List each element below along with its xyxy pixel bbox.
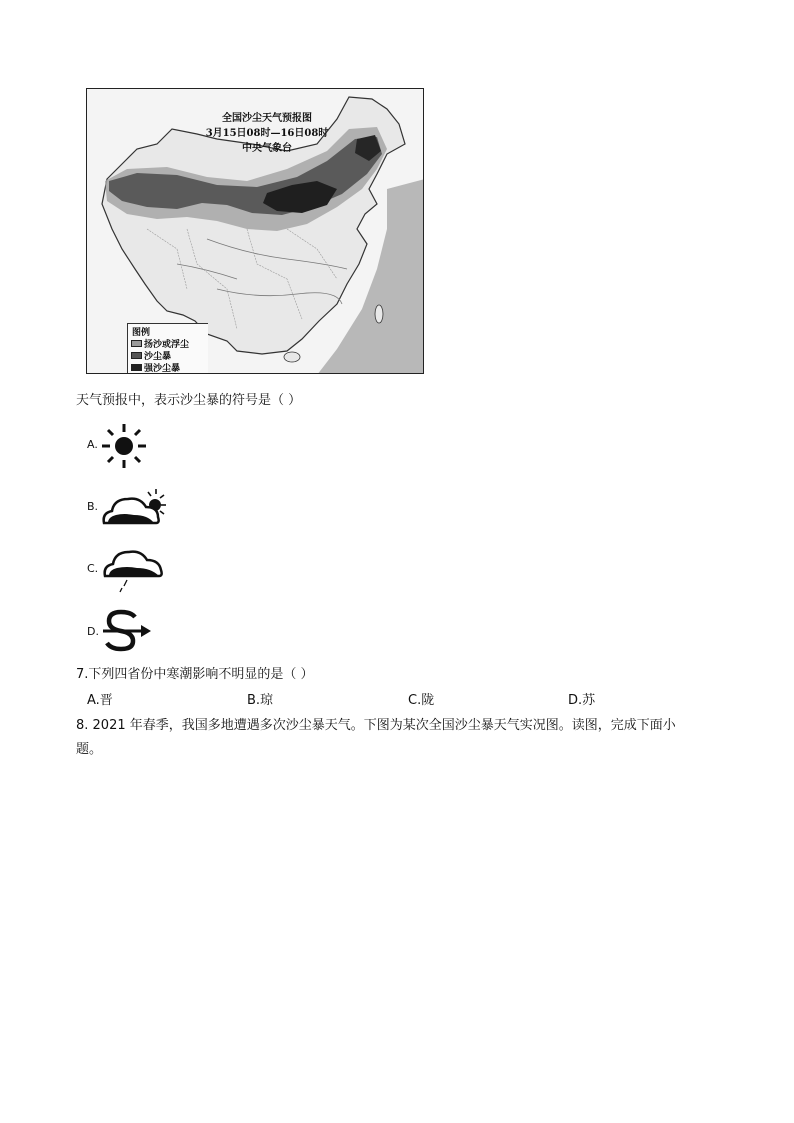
question-7-stem: 7.下列四省份中寒潮影响不明显的是（ ） [76, 667, 314, 682]
legend-label: 扬沙或浮尘 [144, 340, 190, 350]
option-b-label: B. [87, 500, 99, 513]
q7-choice-b[interactable]: B.琼 [247, 693, 274, 708]
dust-forecast-map [86, 88, 424, 374]
q7-choice-d[interactable]: D.苏 [568, 693, 596, 708]
taiwan-island [375, 305, 383, 323]
legend-item-strong-dust-storm [131, 361, 180, 374]
legend-title: 图例 [132, 328, 151, 338]
legend-label: 沙尘暴 [144, 352, 172, 362]
question-8-stem-line1: 8. 2021 年春季，我国多地遭遇多次沙尘暴天气。下图为某次全国沙尘暴天气实况图。读图，完成下面小 [76, 718, 676, 733]
cloudy-rain-icon [101, 546, 165, 594]
legend-swatch [131, 364, 142, 371]
sunny-icon [101, 423, 147, 469]
partly-cloudy-icon [100, 487, 170, 527]
q7-choice-a[interactable]: A.晋 [87, 693, 113, 708]
legend-swatch [131, 352, 142, 359]
option-a-label: A. [87, 438, 98, 451]
map-title-line3: 中央气象台 [242, 143, 292, 154]
map-legend [127, 323, 208, 374]
q7-choice-c[interactable]: C.陇 [408, 693, 435, 708]
legend-swatch [131, 340, 142, 347]
question-6-stem: 天气预报中，表示沙尘暴的符号是（ ） [76, 393, 302, 408]
hainan-island [284, 352, 300, 362]
question-8-stem-line2: 题。 [76, 742, 103, 757]
option-d-label: D. [87, 625, 99, 638]
map-title-line1: 全国沙尘天气预报图 [222, 113, 312, 124]
legend-label: 强沙尘暴 [144, 364, 181, 374]
map-title [197, 111, 337, 156]
sandstorm-icon [101, 609, 153, 653]
map-title-line2: 3月15日08时—16日08时 [205, 128, 329, 139]
option-c-label: C. [87, 562, 99, 575]
